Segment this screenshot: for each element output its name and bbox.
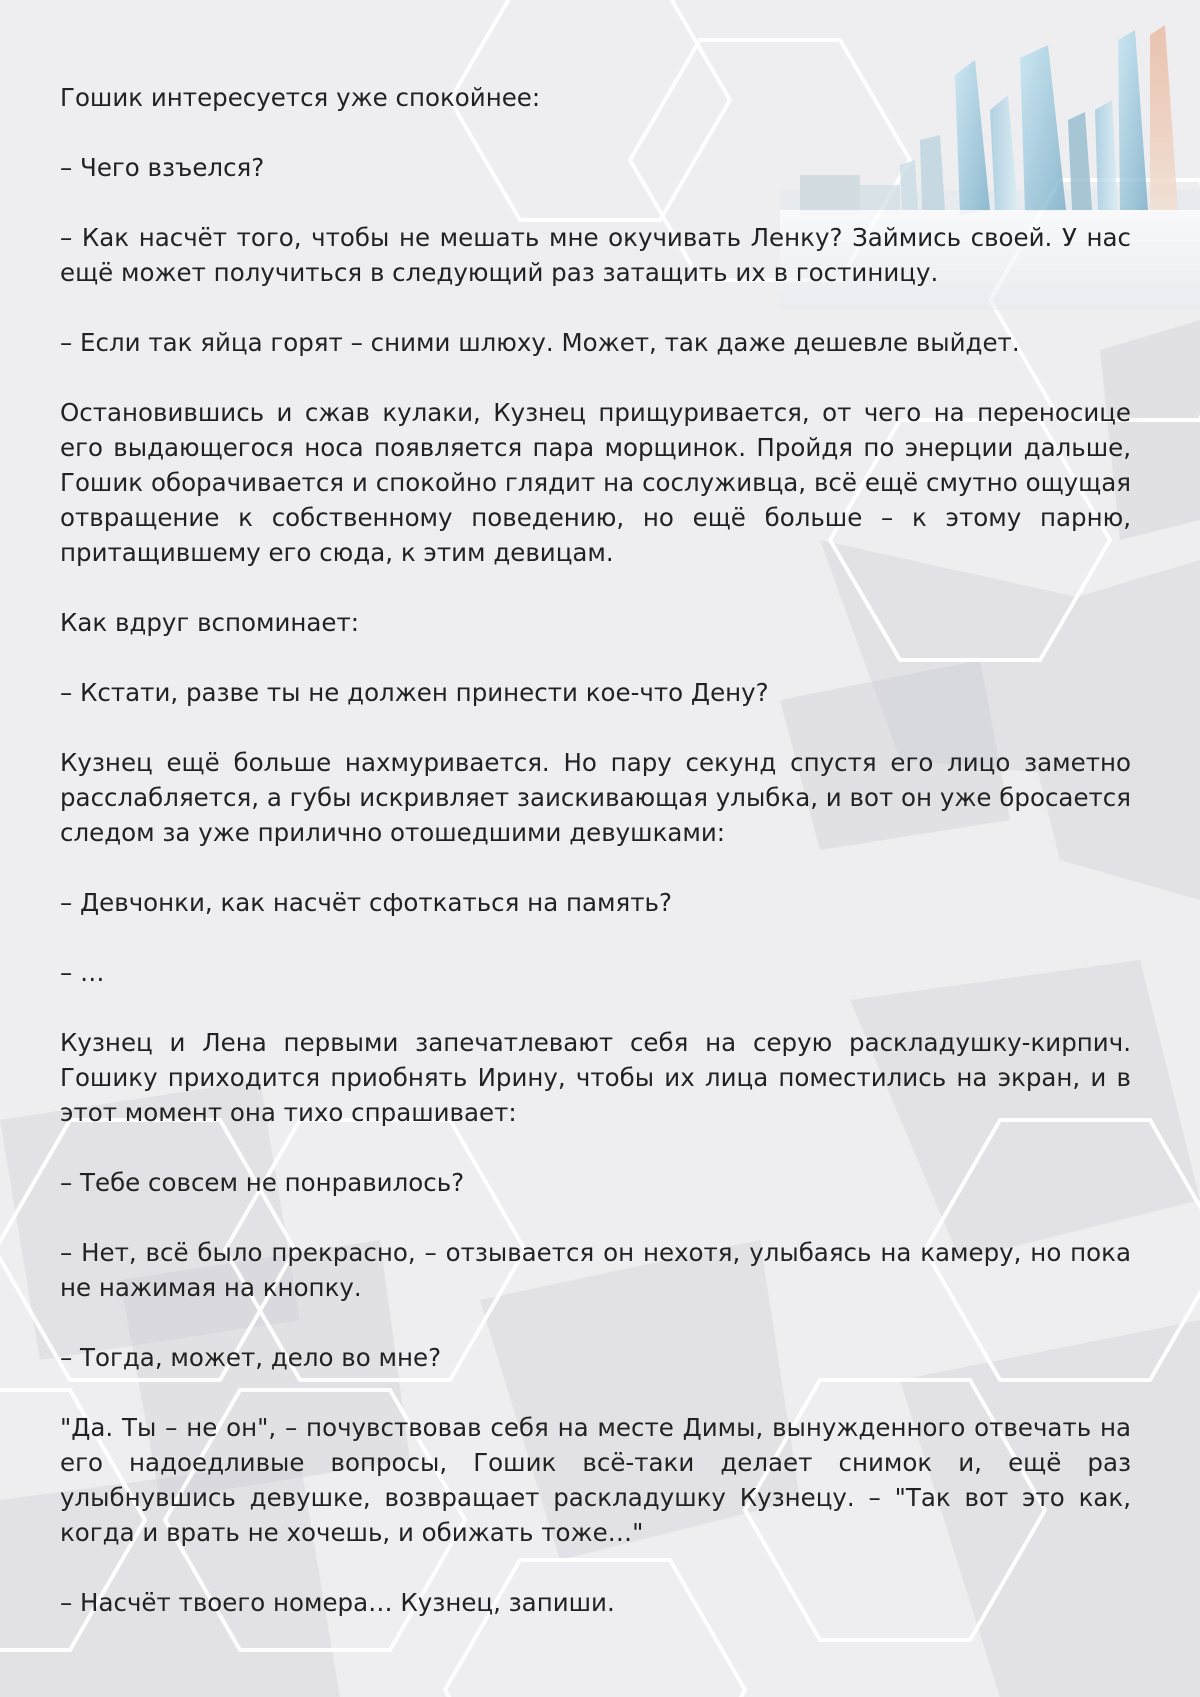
paragraph: Кузнец ещё больше нахмуривается. Но пару секунд спустя его лицо заметно расслабляется, а губы искривляет заискивающая улыбка, и вот он уже бросается следом за уже прилично отошедшими девушками: bbox=[60, 748, 1131, 847]
dialogue-line: – Как насчёт того, чтобы не мешать мне окучивать Ленку? Займись своей. У нас ещё может получиться в следующий раз затащить их в гостиницу. bbox=[60, 223, 1131, 287]
dialogue-line: – Кстати, разве ты не должен принести кое-что Дену? bbox=[60, 678, 769, 707]
dialogue-line: – Насчёт твоего номера… Кузнец, запиши. bbox=[60, 1588, 615, 1617]
story-text bbox=[60, 80, 1131, 1655]
dialogue-line: – Тогда, может, дело во мне? bbox=[60, 1343, 442, 1372]
paragraph: Как вдруг вспоминает: bbox=[60, 608, 360, 637]
dialogue-line: – Чего взъелся? bbox=[60, 153, 265, 182]
dialogue-line: – Нет, всё было прекрасно, – отзывается он нехотя, улыбаясь на камеру, но пока не нажимая на кнопку. bbox=[60, 1238, 1131, 1302]
paragraph: Кузнец и Лена первыми запечатлевают себя на серую раскладушку-кирпич. Гошику приходится приобнять Ирину, чтобы их лица поместились на экран, и в этот момент она тихо спрашивает: bbox=[60, 1028, 1131, 1127]
paragraph: "Да. Ты – не он", – почувствовав себя на месте Димы, вынужденного отвечать на его надоедливые вопросы, Гошик всё-таки делает снимок и, ещё раз улыбнувшись девушке, возвращает раскладушку Кузнецу. – "Так вот это как, когда и врать не хочешь, и обижать тоже…" bbox=[60, 1413, 1131, 1547]
dialogue-line: – … bbox=[60, 958, 105, 987]
dialogue-line: – Тебе совсем не понравилось? bbox=[60, 1168, 465, 1197]
paragraph: Гошик интересуется уже спокойнее: bbox=[60, 83, 541, 112]
dialogue-line: – Девчонки, как насчёт сфоткаться на память? bbox=[60, 888, 672, 917]
paragraph: Остановившись и сжав кулаки, Кузнец прищуривается, от чего на переносице его выдающегося носа появляется пара морщинок. Пройдя по энерции дальше, Гошик оборачивается и спокойно глядит на сослуживца, всё ещё смутно ощущая отвращение к собственному поведению, но ещё больше – к этому парню, притащившему его сюда, к этим девицам. bbox=[60, 398, 1131, 567]
dialogue-line: – Если так яйца горят – сними шлюху. Может, так даже дешевле выйдет. bbox=[60, 328, 1020, 357]
